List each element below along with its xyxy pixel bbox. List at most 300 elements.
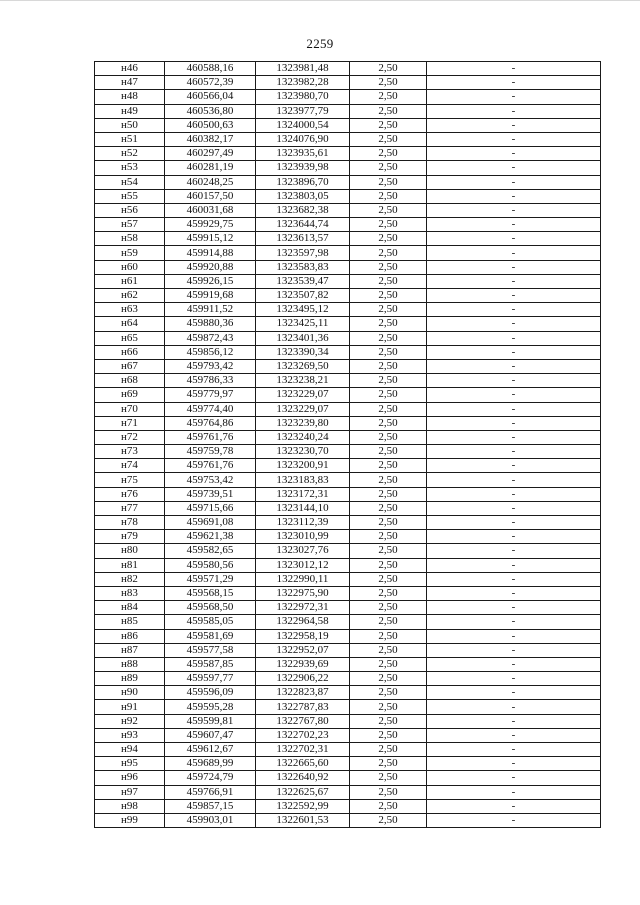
- x-coordinate-cell: 460297,49: [165, 147, 256, 161]
- y-coordinate-cell: 1323613,57: [256, 232, 350, 246]
- y-coordinate-cell: 1322702,31: [256, 743, 350, 757]
- table-row: [95, 785, 601, 799]
- x-coordinate-cell: 459793,42: [165, 359, 256, 373]
- x-coordinate-cell: 459766,91: [165, 785, 256, 799]
- point-id-cell: н83: [95, 586, 165, 600]
- precision-cell: 2,50: [350, 459, 427, 473]
- y-coordinate-cell: 1322592,99: [256, 799, 350, 813]
- table-row: [95, 203, 601, 217]
- point-id-cell: н71: [95, 416, 165, 430]
- point-id-cell: н50: [95, 118, 165, 132]
- table-row: [95, 62, 601, 76]
- y-coordinate-cell: 1323597,98: [256, 246, 350, 260]
- y-coordinate-cell: 1322823,87: [256, 686, 350, 700]
- table-row: [95, 572, 601, 586]
- table-row: [95, 813, 601, 827]
- y-coordinate-cell: 1323172,31: [256, 487, 350, 501]
- precision-cell: 2,50: [350, 62, 427, 76]
- precision-cell: 2,50: [350, 189, 427, 203]
- y-coordinate-cell: 1323425,11: [256, 317, 350, 331]
- point-id-cell: н53: [95, 161, 165, 175]
- x-coordinate-cell: 459857,15: [165, 799, 256, 813]
- point-id-cell: н48: [95, 90, 165, 104]
- x-coordinate-cell: 459724,79: [165, 771, 256, 785]
- y-coordinate-cell: 1323401,36: [256, 331, 350, 345]
- precision-cell: 2,50: [350, 487, 427, 501]
- point-id-cell: н96: [95, 771, 165, 785]
- note-cell: -: [427, 175, 601, 189]
- precision-cell: 2,50: [350, 672, 427, 686]
- table-row: [95, 629, 601, 643]
- note-cell: -: [427, 161, 601, 175]
- y-coordinate-cell: 1323495,12: [256, 303, 350, 317]
- point-id-cell: н98: [95, 799, 165, 813]
- precision-cell: 2,50: [350, 813, 427, 827]
- note-cell: -: [427, 189, 601, 203]
- x-coordinate-cell: 459764,86: [165, 416, 256, 430]
- y-coordinate-cell: 1322975,90: [256, 586, 350, 600]
- table-row: [95, 615, 601, 629]
- note-cell: -: [427, 289, 601, 303]
- table-row: [95, 218, 601, 232]
- note-cell: -: [427, 374, 601, 388]
- y-coordinate-cell: 1322665,60: [256, 757, 350, 771]
- note-cell: -: [427, 104, 601, 118]
- x-coordinate-cell: 459715,66: [165, 501, 256, 515]
- y-coordinate-cell: 1323981,48: [256, 62, 350, 76]
- precision-cell: 2,50: [350, 303, 427, 317]
- point-id-cell: н77: [95, 501, 165, 515]
- x-coordinate-cell: 459607,47: [165, 728, 256, 742]
- y-coordinate-cell: 1322787,83: [256, 700, 350, 714]
- x-coordinate-cell: 459581,69: [165, 629, 256, 643]
- precision-cell: 2,50: [350, 289, 427, 303]
- table-row: [95, 728, 601, 742]
- note-cell: -: [427, 402, 601, 416]
- y-coordinate-cell: 1323229,07: [256, 388, 350, 402]
- precision-cell: 2,50: [350, 90, 427, 104]
- precision-cell: 2,50: [350, 104, 427, 118]
- x-coordinate-cell: 459568,50: [165, 601, 256, 615]
- x-coordinate-cell: 459587,85: [165, 657, 256, 671]
- point-id-cell: н95: [95, 757, 165, 771]
- note-cell: -: [427, 501, 601, 515]
- table-row: [95, 345, 601, 359]
- precision-cell: 2,50: [350, 317, 427, 331]
- precision-cell: 2,50: [350, 416, 427, 430]
- point-id-cell: н78: [95, 516, 165, 530]
- table-row: [95, 246, 601, 260]
- y-coordinate-cell: 1323583,83: [256, 260, 350, 274]
- y-coordinate-cell: 1322972,31: [256, 601, 350, 615]
- precision-cell: 2,50: [350, 629, 427, 643]
- note-cell: -: [427, 147, 601, 161]
- note-cell: -: [427, 232, 601, 246]
- table-row: [95, 686, 601, 700]
- point-id-cell: н67: [95, 359, 165, 373]
- y-coordinate-cell: 1323939,98: [256, 161, 350, 175]
- note-cell: -: [427, 785, 601, 799]
- x-coordinate-cell: 459580,56: [165, 558, 256, 572]
- table-row: [95, 317, 601, 331]
- table-row: [95, 459, 601, 473]
- table-row: [95, 430, 601, 444]
- point-id-cell: н70: [95, 402, 165, 416]
- table-row: [95, 132, 601, 146]
- point-id-cell: н66: [95, 345, 165, 359]
- point-id-cell: н65: [95, 331, 165, 345]
- precision-cell: 2,50: [350, 771, 427, 785]
- scan-edge-line: [0, 0, 640, 1]
- x-coordinate-cell: 459689,99: [165, 757, 256, 771]
- note-cell: -: [427, 728, 601, 742]
- table-row: [95, 445, 601, 459]
- note-cell: -: [427, 76, 601, 90]
- table-row: [95, 189, 601, 203]
- table-row: [95, 501, 601, 515]
- y-coordinate-cell: 1322939,69: [256, 657, 350, 671]
- precision-cell: 2,50: [350, 76, 427, 90]
- table-row: [95, 530, 601, 544]
- y-coordinate-cell: 1323803,05: [256, 189, 350, 203]
- point-id-cell: н73: [95, 445, 165, 459]
- point-id-cell: н86: [95, 629, 165, 643]
- point-id-cell: н75: [95, 473, 165, 487]
- y-coordinate-cell: 1322640,92: [256, 771, 350, 785]
- y-coordinate-cell: 1322964,58: [256, 615, 350, 629]
- point-id-cell: н68: [95, 374, 165, 388]
- x-coordinate-cell: 459597,77: [165, 672, 256, 686]
- point-id-cell: н54: [95, 175, 165, 189]
- note-cell: -: [427, 771, 601, 785]
- point-id-cell: н46: [95, 62, 165, 76]
- y-coordinate-cell: 1322958,19: [256, 629, 350, 643]
- y-coordinate-cell: 1323230,70: [256, 445, 350, 459]
- table-row: [95, 260, 601, 274]
- precision-cell: 2,50: [350, 388, 427, 402]
- point-id-cell: н94: [95, 743, 165, 757]
- point-id-cell: н85: [95, 615, 165, 629]
- x-coordinate-cell: 459596,09: [165, 686, 256, 700]
- precision-cell: 2,50: [350, 799, 427, 813]
- note-cell: -: [427, 672, 601, 686]
- precision-cell: 2,50: [350, 757, 427, 771]
- precision-cell: 2,50: [350, 728, 427, 742]
- note-cell: -: [427, 331, 601, 345]
- point-id-cell: н69: [95, 388, 165, 402]
- y-coordinate-cell: 1323183,83: [256, 473, 350, 487]
- precision-cell: 2,50: [350, 586, 427, 600]
- note-cell: -: [427, 714, 601, 728]
- note-cell: -: [427, 629, 601, 643]
- table-row: [95, 700, 601, 714]
- note-cell: -: [427, 303, 601, 317]
- note-cell: -: [427, 459, 601, 473]
- x-coordinate-cell: 459903,01: [165, 813, 256, 827]
- precision-cell: 2,50: [350, 430, 427, 444]
- x-coordinate-cell: 459919,68: [165, 289, 256, 303]
- note-cell: -: [427, 544, 601, 558]
- point-id-cell: н84: [95, 601, 165, 615]
- point-id-cell: н58: [95, 232, 165, 246]
- point-id-cell: н89: [95, 672, 165, 686]
- point-id-cell: н92: [95, 714, 165, 728]
- note-cell: -: [427, 813, 601, 827]
- x-coordinate-cell: 459911,52: [165, 303, 256, 317]
- y-coordinate-cell: 1323935,61: [256, 147, 350, 161]
- y-coordinate-cell: 1323027,76: [256, 544, 350, 558]
- point-id-cell: н64: [95, 317, 165, 331]
- x-coordinate-cell: 459595,28: [165, 700, 256, 714]
- x-coordinate-cell: 459691,08: [165, 516, 256, 530]
- x-coordinate-cell: 459577,58: [165, 643, 256, 657]
- precision-cell: 2,50: [350, 246, 427, 260]
- table-row: [95, 771, 601, 785]
- table-row: [95, 601, 601, 615]
- precision-cell: 2,50: [350, 558, 427, 572]
- x-coordinate-cell: 459568,15: [165, 586, 256, 600]
- y-coordinate-cell: 1323980,70: [256, 90, 350, 104]
- x-coordinate-cell: 459571,29: [165, 572, 256, 586]
- table-row: [95, 274, 601, 288]
- x-coordinate-cell: 460588,16: [165, 62, 256, 76]
- x-coordinate-cell: 459739,51: [165, 487, 256, 501]
- note-cell: -: [427, 118, 601, 132]
- y-coordinate-cell: 1323144,10: [256, 501, 350, 515]
- note-cell: -: [427, 218, 601, 232]
- precision-cell: 2,50: [350, 274, 427, 288]
- note-cell: -: [427, 558, 601, 572]
- x-coordinate-cell: 459759,78: [165, 445, 256, 459]
- note-cell: -: [427, 345, 601, 359]
- x-coordinate-cell: 459786,33: [165, 374, 256, 388]
- point-id-cell: н81: [95, 558, 165, 572]
- point-id-cell: н51: [95, 132, 165, 146]
- y-coordinate-cell: 1323240,24: [256, 430, 350, 444]
- x-coordinate-cell: 460248,25: [165, 175, 256, 189]
- note-cell: -: [427, 90, 601, 104]
- table-row: [95, 487, 601, 501]
- point-id-cell: н91: [95, 700, 165, 714]
- note-cell: -: [427, 359, 601, 373]
- x-coordinate-cell: 460566,04: [165, 90, 256, 104]
- precision-cell: 2,50: [350, 445, 427, 459]
- table-row: [95, 175, 601, 189]
- table-row: [95, 374, 601, 388]
- note-cell: -: [427, 274, 601, 288]
- point-id-cell: н60: [95, 260, 165, 274]
- note-cell: -: [427, 260, 601, 274]
- note-cell: -: [427, 487, 601, 501]
- note-cell: -: [427, 246, 601, 260]
- table-row: [95, 90, 601, 104]
- y-coordinate-cell: 1322952,07: [256, 643, 350, 657]
- y-coordinate-cell: 1323644,74: [256, 218, 350, 232]
- note-cell: -: [427, 643, 601, 657]
- y-coordinate-cell: 1323269,50: [256, 359, 350, 373]
- table-row: [95, 516, 601, 530]
- table-row: [95, 402, 601, 416]
- x-coordinate-cell: 459621,38: [165, 530, 256, 544]
- point-id-cell: н79: [95, 530, 165, 544]
- point-id-cell: н49: [95, 104, 165, 118]
- point-id-cell: н62: [95, 289, 165, 303]
- y-coordinate-cell: 1324076,90: [256, 132, 350, 146]
- x-coordinate-cell: 460157,50: [165, 189, 256, 203]
- y-coordinate-cell: 1322601,53: [256, 813, 350, 827]
- note-cell: -: [427, 203, 601, 217]
- x-coordinate-cell: 459872,43: [165, 331, 256, 345]
- x-coordinate-cell: 459612,67: [165, 743, 256, 757]
- x-coordinate-cell: 459914,88: [165, 246, 256, 260]
- x-coordinate-cell: 459856,12: [165, 345, 256, 359]
- note-cell: -: [427, 572, 601, 586]
- precision-cell: 2,50: [350, 743, 427, 757]
- y-coordinate-cell: 1323012,12: [256, 558, 350, 572]
- x-coordinate-cell: 460382,17: [165, 132, 256, 146]
- note-cell: -: [427, 473, 601, 487]
- y-coordinate-cell: 1322702,23: [256, 728, 350, 742]
- x-coordinate-cell: 459929,75: [165, 218, 256, 232]
- table-row: [95, 331, 601, 345]
- table-row: [95, 303, 601, 317]
- y-coordinate-cell: 1322625,67: [256, 785, 350, 799]
- point-id-cell: н76: [95, 487, 165, 501]
- note-cell: -: [427, 62, 601, 76]
- x-coordinate-cell: 460281,19: [165, 161, 256, 175]
- y-coordinate-cell: 1323010,99: [256, 530, 350, 544]
- table-row: [95, 544, 601, 558]
- note-cell: -: [427, 615, 601, 629]
- x-coordinate-cell: 459761,76: [165, 459, 256, 473]
- precision-cell: 2,50: [350, 147, 427, 161]
- y-coordinate-cell: 1323229,07: [256, 402, 350, 416]
- table-row: [95, 161, 601, 175]
- note-cell: -: [427, 445, 601, 459]
- table-row: [95, 714, 601, 728]
- precision-cell: 2,50: [350, 785, 427, 799]
- x-coordinate-cell: 459599,81: [165, 714, 256, 728]
- note-cell: -: [427, 743, 601, 757]
- table-row: [95, 289, 601, 303]
- precision-cell: 2,50: [350, 714, 427, 728]
- note-cell: -: [427, 757, 601, 771]
- note-cell: -: [427, 132, 601, 146]
- table-row: [95, 643, 601, 657]
- table-row: [95, 657, 601, 671]
- y-coordinate-cell: 1322906,22: [256, 672, 350, 686]
- note-cell: -: [427, 430, 601, 444]
- y-coordinate-cell: 1323239,80: [256, 416, 350, 430]
- x-coordinate-cell: 459779,97: [165, 388, 256, 402]
- precision-cell: 2,50: [350, 345, 427, 359]
- note-cell: -: [427, 388, 601, 402]
- point-id-cell: н88: [95, 657, 165, 671]
- point-id-cell: н80: [95, 544, 165, 558]
- table-row: [95, 147, 601, 161]
- y-coordinate-cell: 1323112,39: [256, 516, 350, 530]
- x-coordinate-cell: 459761,76: [165, 430, 256, 444]
- point-id-cell: н57: [95, 218, 165, 232]
- y-coordinate-cell: 1324000,54: [256, 118, 350, 132]
- table-row: [95, 558, 601, 572]
- coordinates-table: [94, 61, 601, 828]
- note-cell: -: [427, 799, 601, 813]
- point-id-cell: н99: [95, 813, 165, 827]
- y-coordinate-cell: 1323539,47: [256, 274, 350, 288]
- precision-cell: 2,50: [350, 643, 427, 657]
- precision-cell: 2,50: [350, 530, 427, 544]
- table-row: [95, 799, 601, 813]
- point-id-cell: н82: [95, 572, 165, 586]
- y-coordinate-cell: 1323390,34: [256, 345, 350, 359]
- y-coordinate-cell: 1323507,82: [256, 289, 350, 303]
- precision-cell: 2,50: [350, 572, 427, 586]
- table-row: [95, 359, 601, 373]
- point-id-cell: н55: [95, 189, 165, 203]
- page-number: 2259: [306, 36, 334, 51]
- x-coordinate-cell: 459753,42: [165, 473, 256, 487]
- precision-cell: 2,50: [350, 686, 427, 700]
- point-id-cell: н56: [95, 203, 165, 217]
- precision-cell: 2,50: [350, 501, 427, 515]
- x-coordinate-cell: 460572,39: [165, 76, 256, 90]
- precision-cell: 2,50: [350, 203, 427, 217]
- precision-cell: 2,50: [350, 359, 427, 373]
- y-coordinate-cell: 1323977,79: [256, 104, 350, 118]
- point-id-cell: н74: [95, 459, 165, 473]
- point-id-cell: н97: [95, 785, 165, 799]
- note-cell: -: [427, 416, 601, 430]
- point-id-cell: н61: [95, 274, 165, 288]
- note-cell: -: [427, 317, 601, 331]
- x-coordinate-cell: 459774,40: [165, 402, 256, 416]
- precision-cell: 2,50: [350, 260, 427, 274]
- x-coordinate-cell: 459880,36: [165, 317, 256, 331]
- y-coordinate-cell: 1322990,11: [256, 572, 350, 586]
- table-row: [95, 104, 601, 118]
- point-id-cell: н52: [95, 147, 165, 161]
- x-coordinate-cell: 459926,15: [165, 274, 256, 288]
- x-coordinate-cell: 459585,05: [165, 615, 256, 629]
- point-id-cell: н90: [95, 686, 165, 700]
- x-coordinate-cell: 459582,65: [165, 544, 256, 558]
- point-id-cell: н59: [95, 246, 165, 260]
- coordinates-table-body: [95, 62, 601, 828]
- y-coordinate-cell: 1323982,28: [256, 76, 350, 90]
- x-coordinate-cell: 460500,63: [165, 118, 256, 132]
- note-cell: -: [427, 530, 601, 544]
- table-row: [95, 416, 601, 430]
- table-row: [95, 757, 601, 771]
- y-coordinate-cell: 1322767,80: [256, 714, 350, 728]
- precision-cell: 2,50: [350, 118, 427, 132]
- precision-cell: 2,50: [350, 544, 427, 558]
- x-coordinate-cell: 459920,88: [165, 260, 256, 274]
- y-coordinate-cell: 1323200,91: [256, 459, 350, 473]
- point-id-cell: н47: [95, 76, 165, 90]
- note-cell: -: [427, 516, 601, 530]
- table-row: [95, 232, 601, 246]
- precision-cell: 2,50: [350, 132, 427, 146]
- precision-cell: 2,50: [350, 657, 427, 671]
- table-row: [95, 743, 601, 757]
- point-id-cell: н87: [95, 643, 165, 657]
- precision-cell: 2,50: [350, 516, 427, 530]
- table-row: [95, 118, 601, 132]
- note-cell: -: [427, 586, 601, 600]
- note-cell: -: [427, 601, 601, 615]
